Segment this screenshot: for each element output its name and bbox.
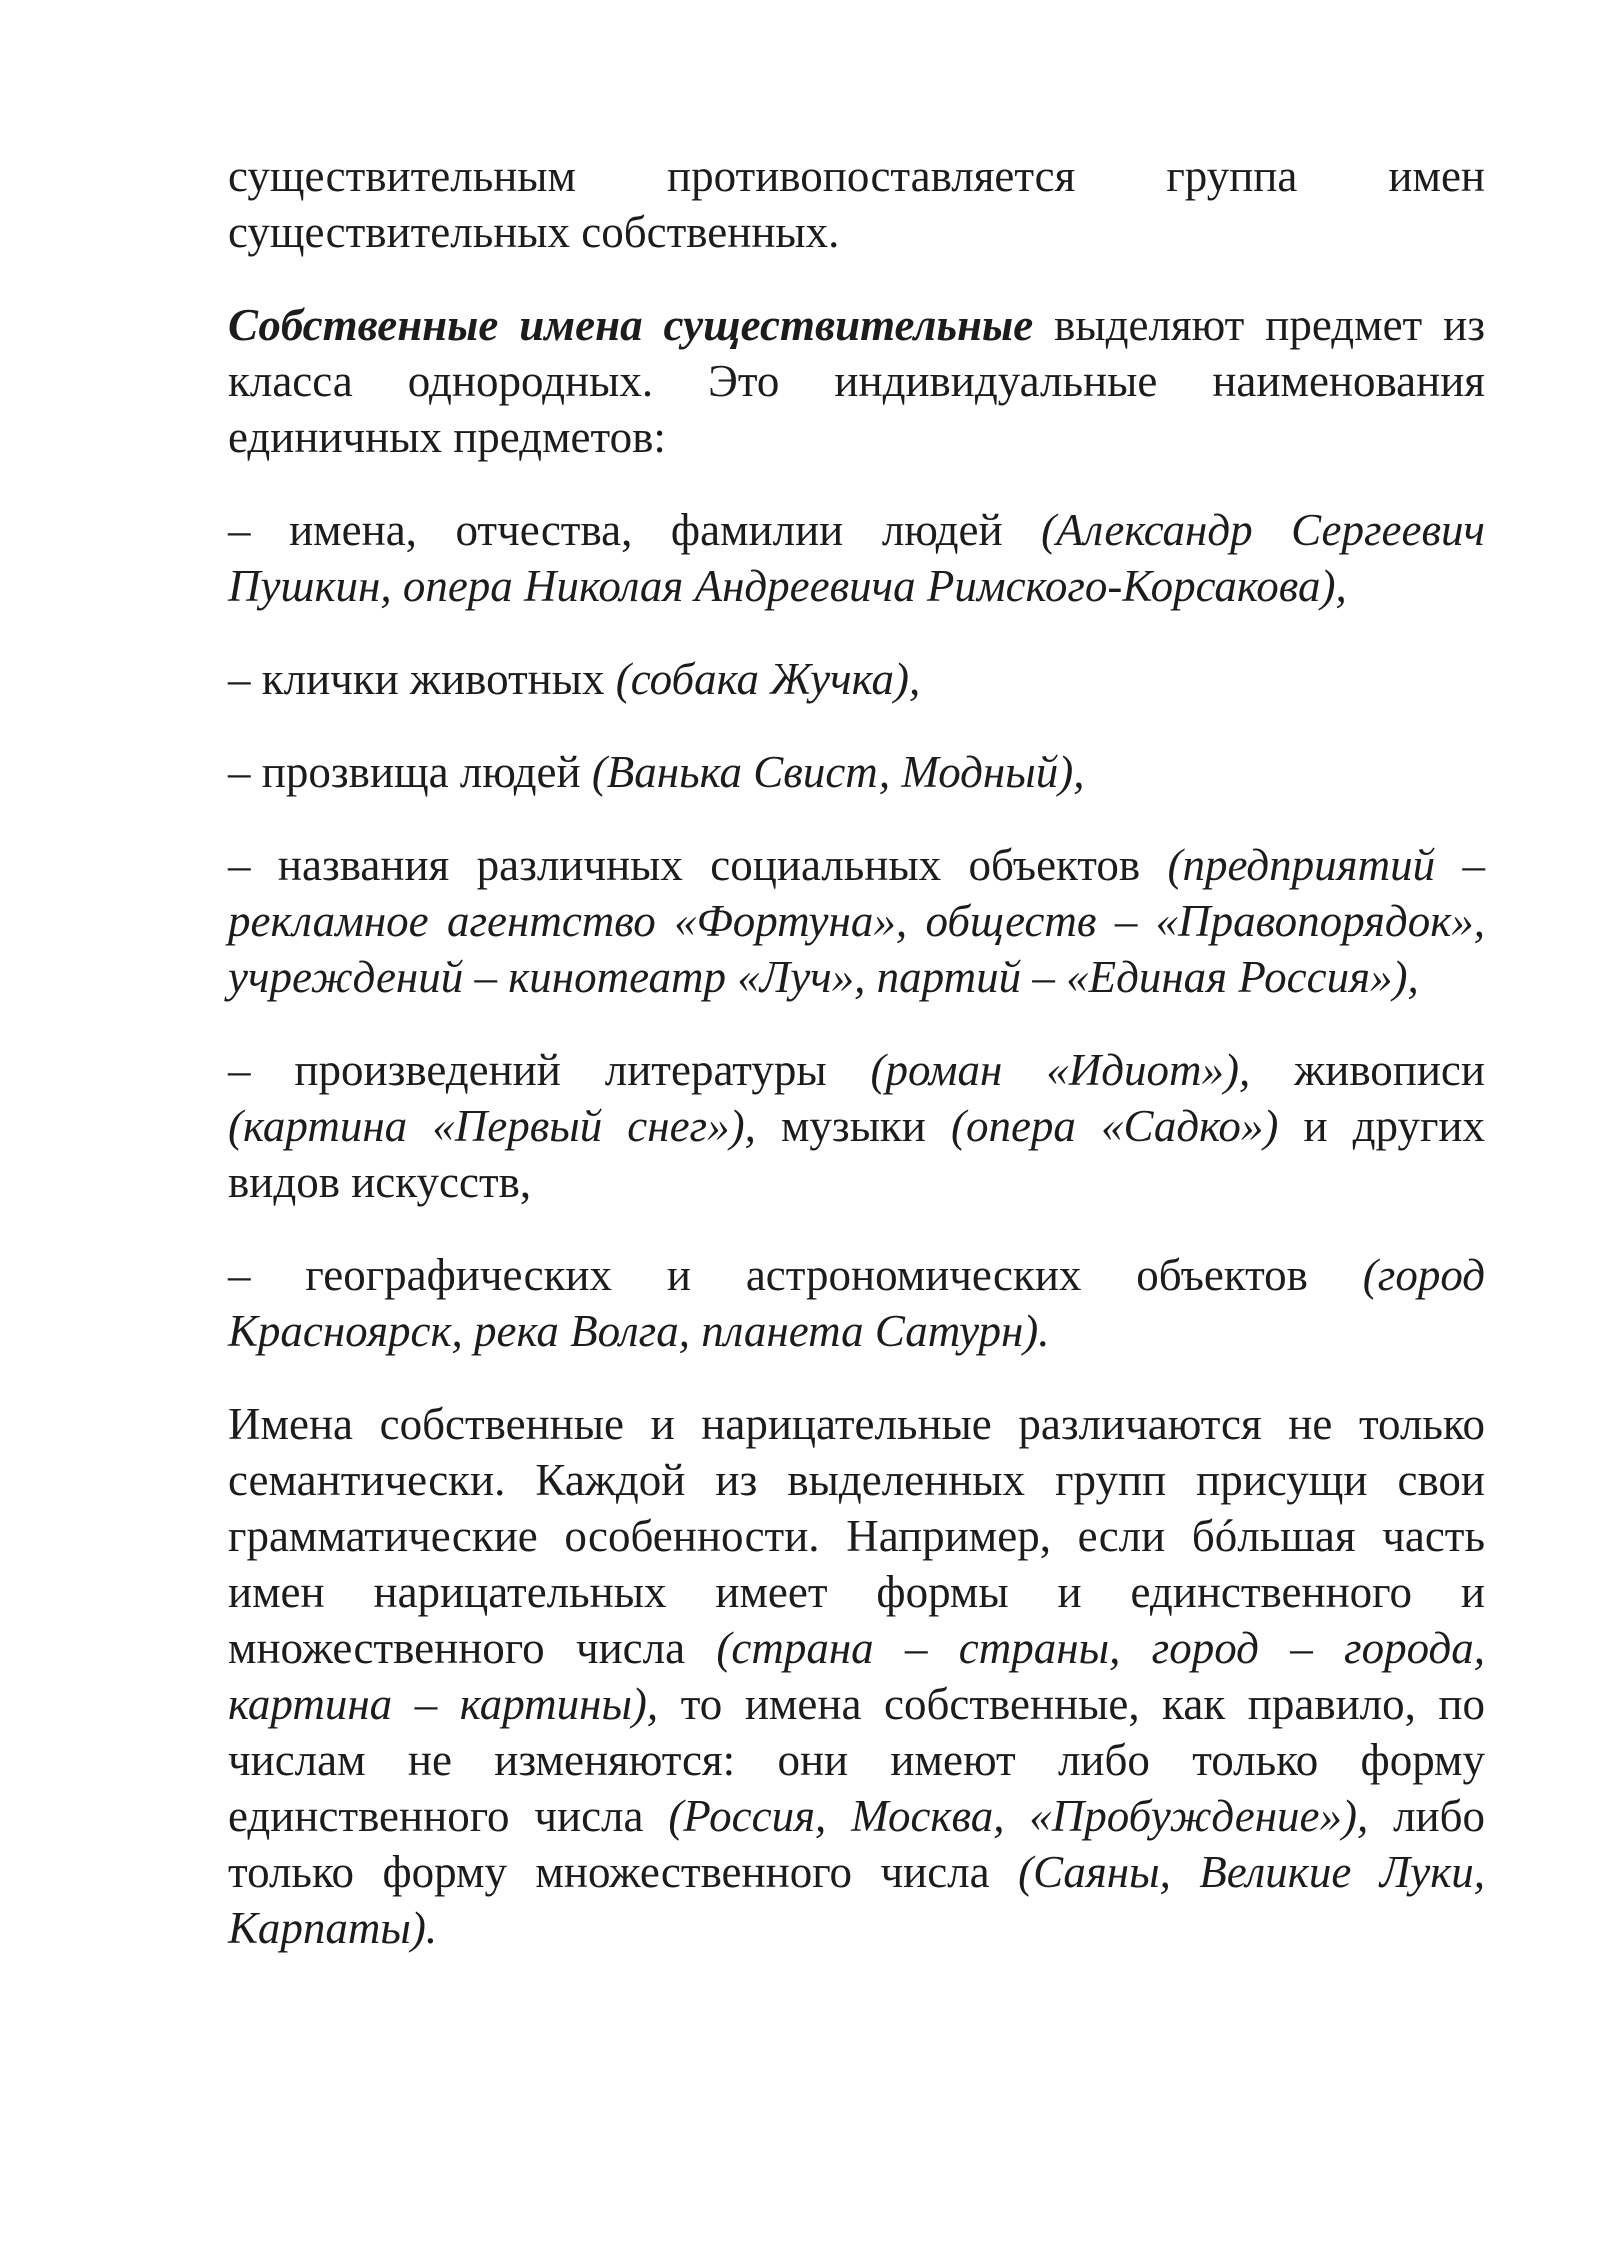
list-item-artworks [228, 1042, 1485, 1210]
text: либо только форму множественного числа [228, 1791, 1486, 1897]
term: Собственные имена существительные [228, 300, 1034, 350]
example: (картина «Первый снег»), [228, 1101, 756, 1151]
list-item-nicknames [228, 744, 1485, 800]
document-page [228, 148, 1485, 1956]
text: выделяют предмет из класса однородных. Это индивидуальные наименования единичных предметов: [228, 300, 1486, 462]
paragraph-grammar [228, 1396, 1485, 1956]
example: (страна – страны, город – города, картина – картины), [228, 1623, 1485, 1729]
paragraph-intro [228, 148, 1485, 260]
text: – названия различных социальных объектов [228, 840, 1168, 890]
example: (город Красноярск, река Волга, планета Сатурн). [228, 1250, 1485, 1356]
text: существительным противопоставляется группа имен существительных собственных. [228, 151, 1485, 257]
example: (опера «Садко») [950, 1101, 1279, 1151]
text: – имена, отчества, фамилии людей [228, 505, 1042, 555]
text: и других видов искусств, [228, 1101, 1485, 1207]
example: (собака Жучка), [615, 654, 921, 704]
list-item-geography [228, 1247, 1485, 1359]
text: – клички животных [228, 654, 616, 704]
text: – прозвища людей [228, 747, 592, 797]
paragraph-definition [228, 297, 1485, 465]
example: (роман «Идиот»), [870, 1045, 1251, 1095]
example: (Россия, Москва, «Пробуждение»), [668, 1791, 1369, 1841]
example: (Ванька Свист, Модный), [591, 747, 1085, 797]
list-item-animals [228, 651, 1485, 707]
text: Имена собственные и нарицательные различаются не только семантически. Каждой из выделенных групп присущи свои грамматические особенности. Например, если бóльшая часть имен нарицательных имеет формы и единственного и множественного числа [228, 1399, 1485, 1673]
example: (Саяны, Великие Луки, Карпаты). [228, 1847, 1486, 1953]
text: музыки [755, 1101, 951, 1151]
text: то имена собственные, как правило, по числам не изменяются: они имеют либо только форму единственного числа [228, 1679, 1486, 1841]
text: – произведений литературы [228, 1045, 871, 1095]
example: (Александр Сергеевич Пушкин, опера Николая Андреевича Римского-Корсакова), [228, 505, 1485, 611]
text: – географических и астрономических объектов [228, 1250, 1363, 1300]
example: (предприятий – рекламное агентство «Фортуна», обществ – «Правопорядок», учреждений – кинотеатр «Луч», партий – «Единая Россия»), [228, 840, 1485, 1002]
list-item-social-objects [228, 837, 1485, 1005]
list-item-names [228, 502, 1485, 614]
text: живописи [1250, 1045, 1485, 1095]
